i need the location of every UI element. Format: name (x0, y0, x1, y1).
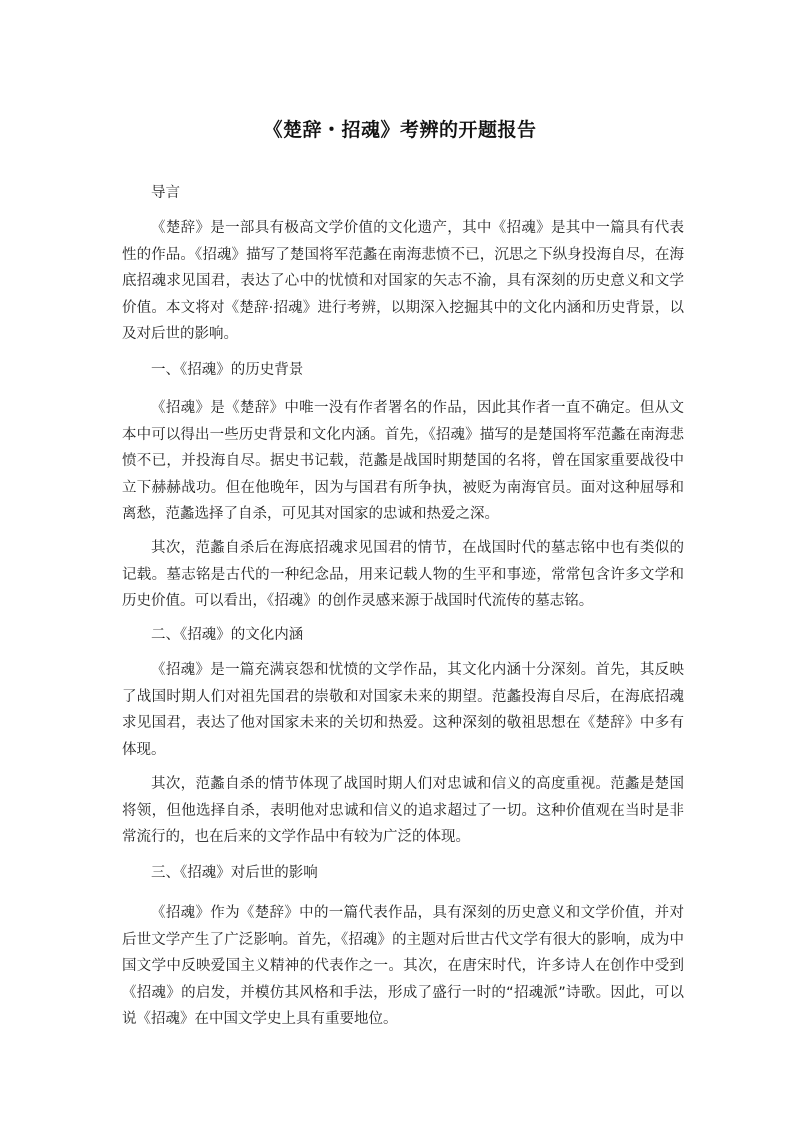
intro-paragraph: 《楚辞》是一部具有极高文学价值的文化遗产，其中《招魂》是其中一篇具有代表性的作品。《招魂》描写了楚国将军范蠡在南海悲愤不已，沉思之下纵身投海自尽，在海底招魂求见国君，表达了心中的忧愤和对国家的矢志不渝，具有深刻的历史意义和文学价值。本文将对《楚辞·招魂》进行考辨，以期深入挖掘其中的文化内涵和历史背景，以及对后世的影响。 (122, 220, 684, 342)
section-1-paragraph-2: 其次，范蠡自杀后在海底招魂求见国君的情节，在战国时代的墓志铭中也有类似的记载。墓志铭是古代的一种纪念品，用来记载人物的生平和事迹，常常包含许多文学和历史价值。可以看出，《招魂》的创作灵感来源于战国时代流传的墓志铭。 (122, 540, 684, 609)
section-2-heading: 二、《招魂》的文化内涵 (151, 627, 304, 643)
page-title: 《楚辞・招魂》考辨的开题报告 (263, 119, 537, 141)
section-2-paragraph-2: 其次，范蠡自杀的情节体现了战国时期人们对忠诚和信义的高度重视。范蠡是楚国将领，但他选择自杀，表明他对忠诚和信义的追求超过了一切。这种价值观在当时是非常流行的，也在后来的文学作品中有较为广泛的体现。 (122, 776, 684, 845)
section-3-heading: 三、《招魂》对后世的影响 (151, 865, 318, 881)
section-3-paragraph-1: 《招魂》作为《楚辞》中的一篇代表作品，具有深刻的历史意义和文学价值，并对后世文学产生了广泛影响。首先，《招魂》的主题对后世古代文学有很大的影响，成为中国文学中反映爱国主义精神的代表作之一。其次，在唐宋时代，许多诗人在创作中受到《招魂》的启发，并模仿其风格和手法，形成了盛行一时的“招魂派”诗歌。因此，可以说《招魂》在中国文学史上具有重要地位。 (122, 905, 684, 1027)
intro-heading: 导言 (151, 185, 180, 201)
section-2-paragraph-1: 《招魂》是一篇充满哀怨和忧愤的文学作品，其文化内涵十分深刻。首先，其反映了战国时期人们对祖先国君的崇敬和对国家未来的期望。范蠡投海自尽后，在海底招魂求见国君，表达了他对国家未来的关切和热爱。这种深刻的敬祖思想在《楚辞》中多有体现。 (122, 662, 684, 758)
section-1-heading: 一、《招魂》的历史背景 (151, 362, 304, 378)
section-1-paragraph-1: 《招魂》是《楚辞》中唯一没有作者署名的作品，因此其作者一直不确定。但从文本中可以得出一些历史背景和文化内涵。首先，《招魂》描写的是楚国将军范蠡在南海悲愤不已，并投海自尽。据史书记载，范蠡是战国时期楚国的名将，曾在国家重要战役中立下赫赫战功。但在他晚年，因为与国君有所争执，被贬为南海官员。面对这种屈辱和离愁，范蠡选择了自杀，可见其对国家的忠诚和热爱之深。 (122, 400, 684, 522)
